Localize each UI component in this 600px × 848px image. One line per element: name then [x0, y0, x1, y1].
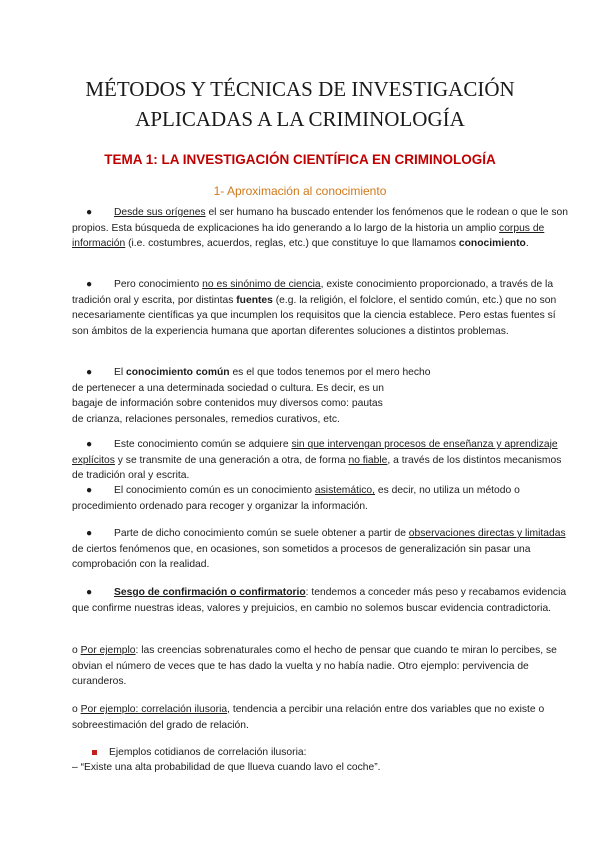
document-title	[30, 74, 570, 134]
paragraph-5: ● El conocimiento común es un conocimiento asistemático, es decir, no utiliza un método o procedimiento ordenado para recoger y organizar la información.	[72, 485, 520, 512]
title-line-2: APLICADAS A LA CRIMINOLOGÍA	[135, 107, 465, 131]
bullet-icon: ●	[86, 207, 93, 218]
bullet-icon: ●	[86, 367, 93, 378]
paragraph-7: ● Sesgo de confirmación o confirmatorio: tendemos a conceder más peso y recabamos evidencia que confirme nuestras ideas, valores y prejuicios, en cambio no solemos buscar evidencia contradictoria.	[72, 587, 567, 614]
title-line-1: MÉTODOS Y TÉCNICAS DE INVESTIGACIÓN	[85, 77, 515, 101]
square-bullet-icon	[92, 750, 97, 755]
bullet-icon: ●	[86, 587, 93, 598]
paragraph-3: ● El conocimiento común es el que todos tenemos por el mero hecho de pertenecer a una determinada sociedad o cultura. Es decir, es un bagaje de información sobre contenidos muy diversos como: pautas de crianza, relaciones personales, remedios curativos, etc.	[72, 367, 431, 426]
bullet-icon: ●	[86, 279, 93, 290]
paragraph-6: ● Parte de dicho conocimiento común se suele obtener a partir de observaciones directas y limitadas de ciertos fenómenos que, en ocasiones, son sometidos a procesos de generalización sin pasar una comprobación con la realidad.	[72, 528, 566, 571]
paragraph-10: Ejemplos cotidianos de correlación ilusoria:	[72, 745, 572, 761]
paragraph-11: – “Existe una alta probabilidad de que llueva cuando lavo el coche”.	[72, 762, 381, 773]
paragraph-1: ● Desde sus orígenes el ser humano ha buscado entender los fenómenos que le rodean o que le son propios. Esta búsqueda de explicaciones ha ido generando a lo largo de la historia un amplio corpus de información (i.e. costumbres, acuerdos, reglas, etc.) que constituye lo que llamamos conocimiento.	[72, 207, 568, 250]
bullet-icon: ●	[86, 528, 93, 539]
bullet-icon: ●	[86, 485, 93, 496]
paragraph-2: ● Pero conocimiento no es sinónimo de ciencia, existe conocimiento proporcionado, a través de la tradición oral y escrita, por distintas fuentes (e.g. la religión, el folclore, el sentido común, etc.) que no son necesariamente científicas ya que incumplen los requisitos que la ciencia establece. Pero estas fuentes sí son ámbitos de la experiencia humana que aportan diferentes soluciones a distintos problemas.	[72, 279, 557, 338]
paragraph-4: ● Este conocimiento común se adquiere sin que intervengan procesos de enseñanza y aprendizaje explícitos y se transmite de una generación a otra, de forma no fiable, a través de los distintos mecanismos de tradición oral y escrita.	[72, 439, 562, 482]
topic-heading: TEMA 1: LA INVESTIGACIÓN CIENTÍFICA EN CRIMINOLOGÍA	[104, 152, 496, 167]
paragraph-8: o Por ejemplo: las creencias sobrenaturales como el hecho de pensar que cuando te miran lo percibes, se obvian el número de veces que te has dado la vuelta y no había nadie. Otro ejemplo: pervivencia de curanderos.	[72, 645, 557, 688]
paragraph-9: o Por ejemplo: correlación ilusoria, tendencia a percibir una relación entre dos variables que no existe o sobreestimación del grado de relación.	[72, 704, 545, 731]
bullet-icon: ●	[86, 439, 93, 450]
section-heading: 1- Aproximación al conocimiento	[213, 184, 387, 198]
